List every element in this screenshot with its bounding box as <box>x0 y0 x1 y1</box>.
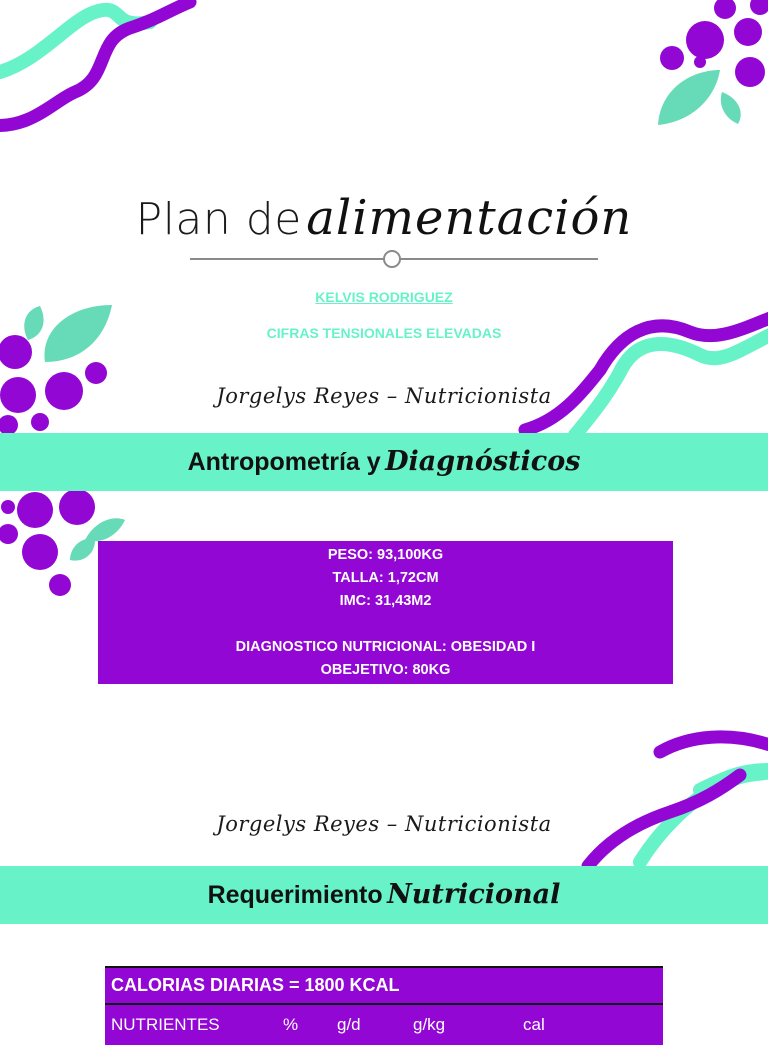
section-header-requerimiento <box>0 866 768 924</box>
objetivo-value: OBEJETIVO: 80KG <box>320 662 451 678</box>
spacer <box>98 613 673 636</box>
section-title-script: Diagnósticos <box>385 446 581 477</box>
anthropometry-box <box>98 541 673 684</box>
patient-name: KELVIS RODRIGUEZ <box>315 289 453 305</box>
imc-value: IMC: 31,43M2 <box>339 593 432 609</box>
page-title <box>0 190 768 260</box>
signature-2: Jorgelys Reyes – Nutricionista <box>216 812 552 836</box>
talla-value: TALLA: 1,72CM <box>332 570 439 586</box>
table-header-row <box>105 1003 663 1045</box>
section-title-plain: Requerimiento <box>207 881 383 909</box>
section-header-antropometria <box>0 433 768 491</box>
signature: Jorgelys Reyes – Nutricionista <box>216 384 552 408</box>
peso-value: PESO: 93,100KG <box>327 547 444 563</box>
calories-row: CALORIAS DIARIAS = 1800 KCAL <box>105 966 663 1003</box>
grapes-top-right-icon <box>658 0 768 125</box>
column-header-cal: cal <box>523 1015 545 1034</box>
title-divider-circle-icon <box>383 250 401 268</box>
swoosh-lower-right <box>588 737 768 866</box>
requirement-table <box>105 966 663 1045</box>
column-header-nutrientes: NUTRIENTES <box>111 1015 220 1034</box>
section-title-script: Nutricional <box>387 879 561 910</box>
column-header-gd: g/d <box>337 1015 361 1034</box>
patient-condition: CIFRAS TENSIONALES ELEVADAS <box>266 325 502 341</box>
column-header-percent: % <box>283 1015 299 1034</box>
swoosh-top-left <box>0 2 190 126</box>
column-header-gkg: g/kg <box>413 1015 446 1034</box>
title-script-text: alimentación <box>306 190 633 246</box>
section-title-plain: Antropometría y <box>187 448 381 476</box>
diagnostico-value: DIAGNOSTICO NUTRICIONAL: OBESIDAD I <box>235 639 536 655</box>
title-plain-text: Plan de <box>135 194 302 245</box>
